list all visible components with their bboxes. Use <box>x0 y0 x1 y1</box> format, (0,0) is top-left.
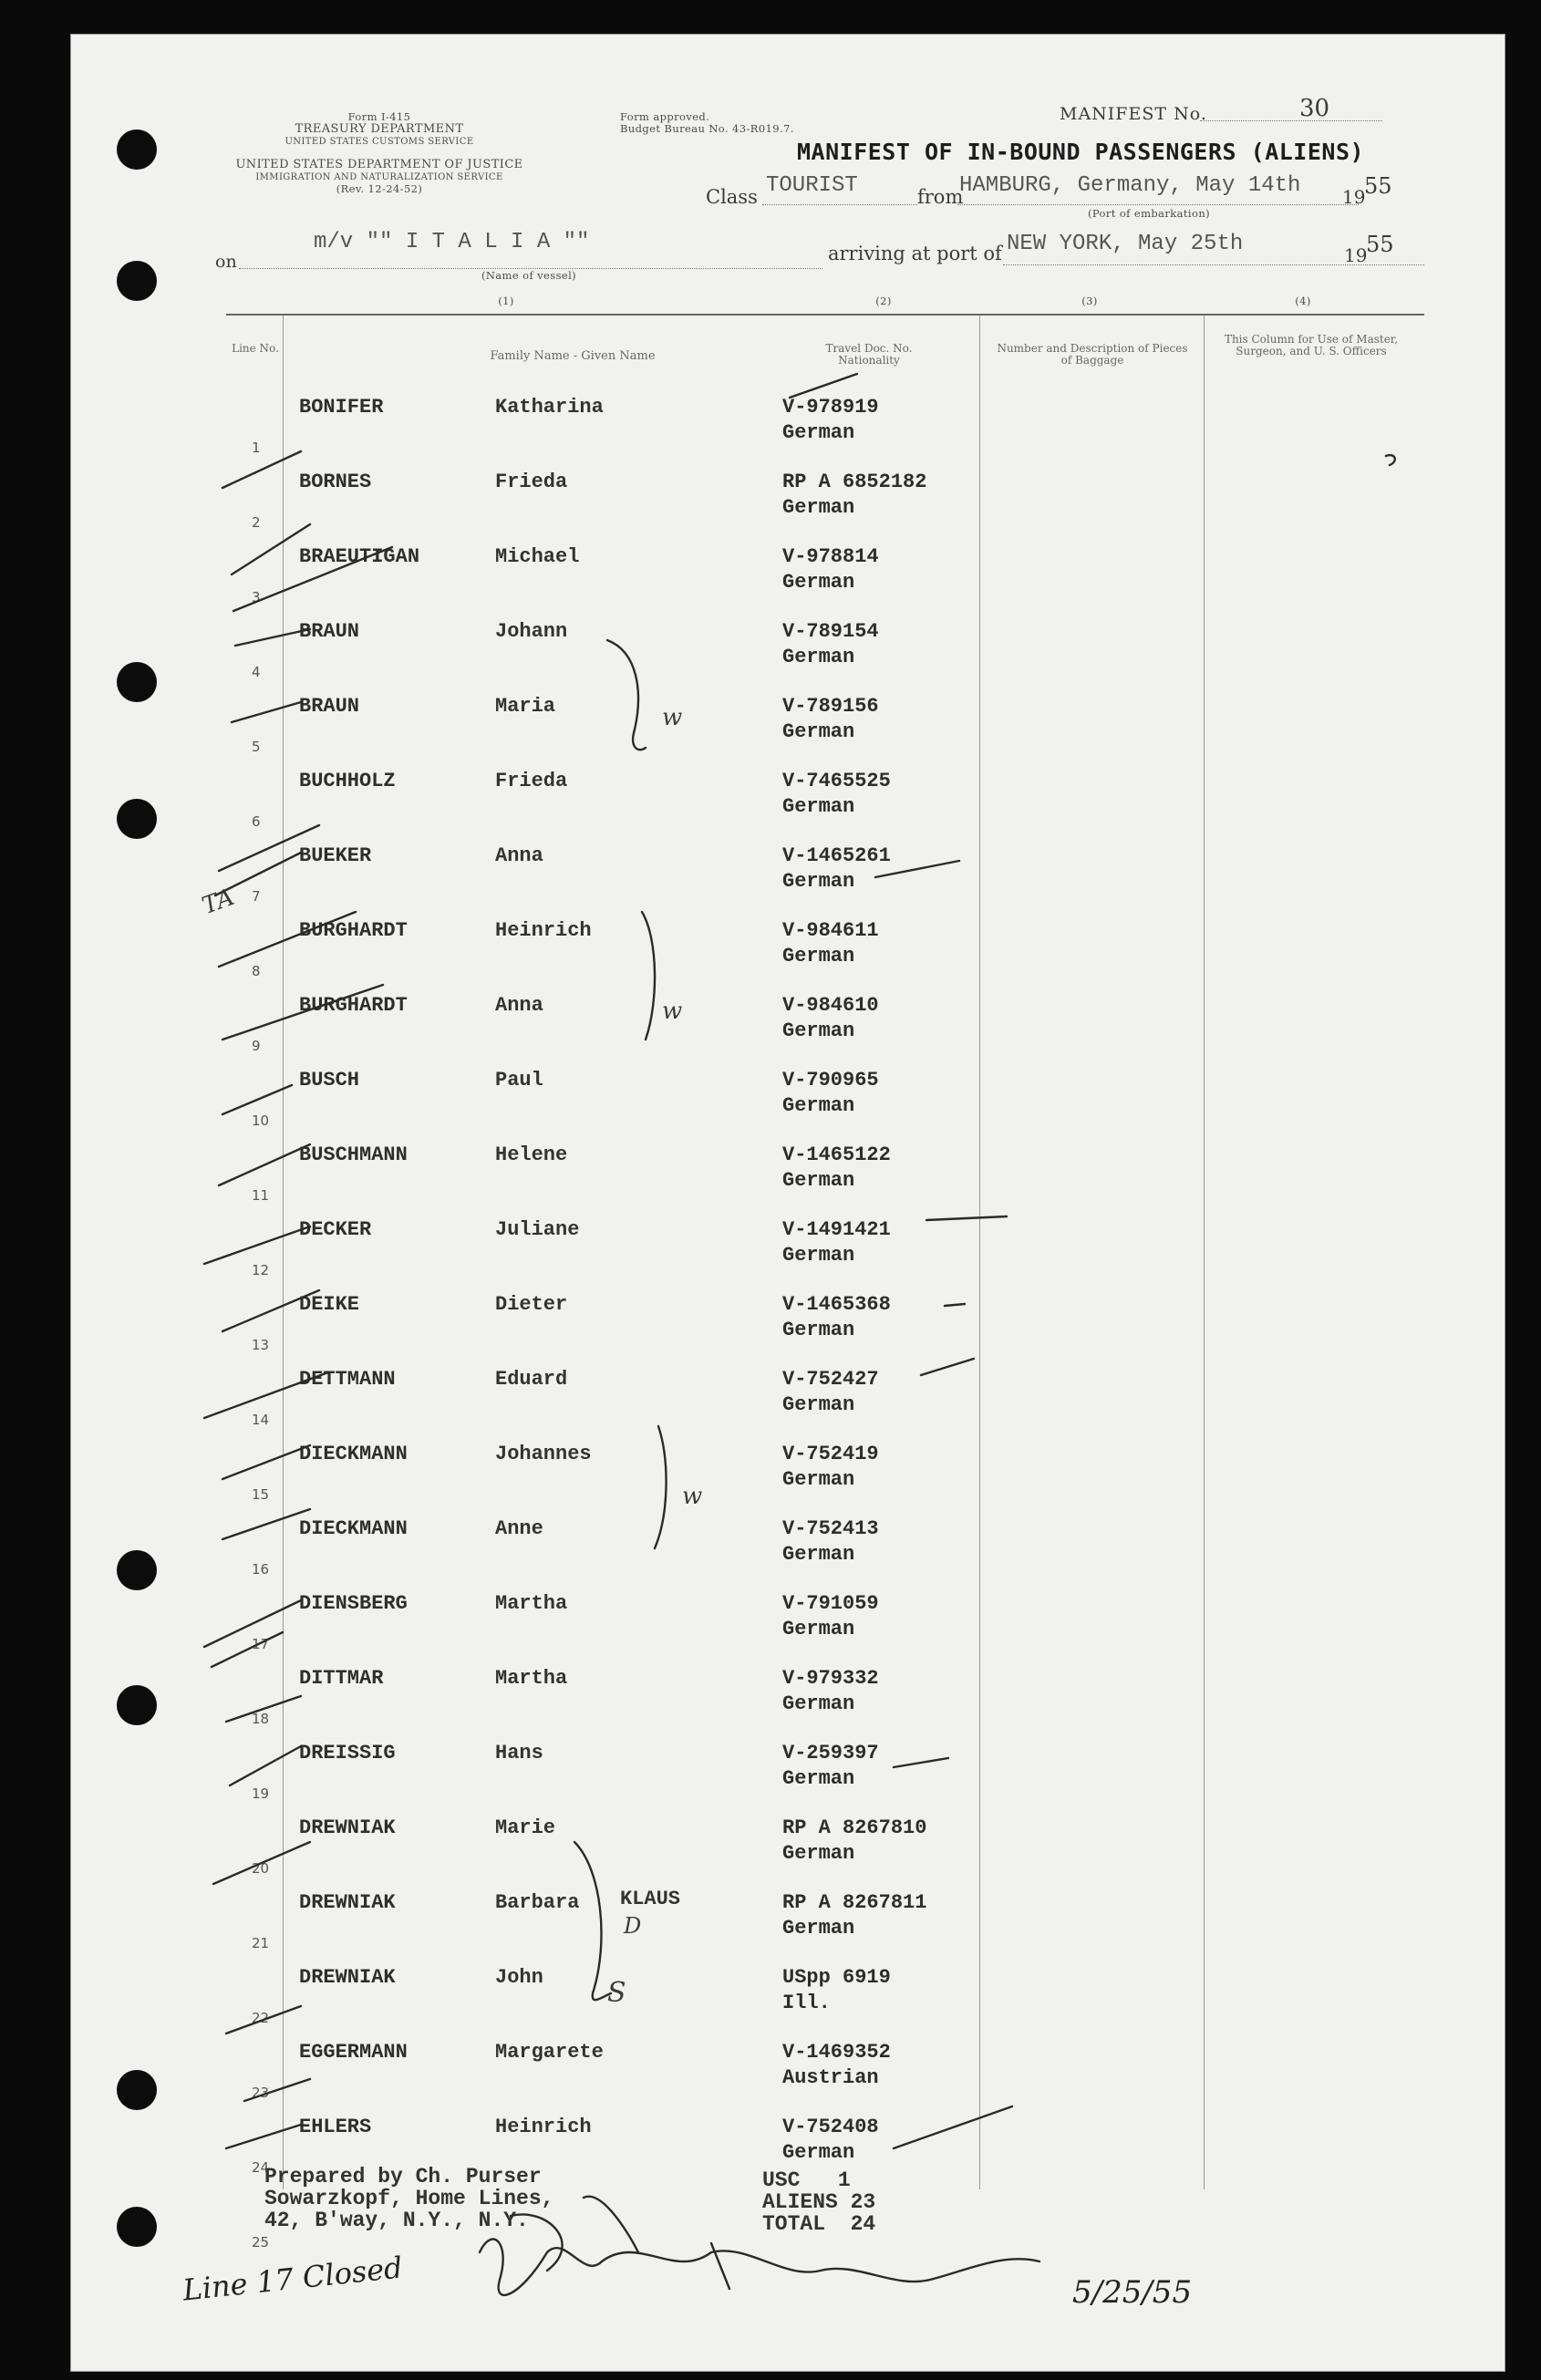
col-header-name: Family Name - Given Name <box>490 349 656 363</box>
s-mark: S <box>607 1977 626 2009</box>
family-name: BUSCH <box>299 1069 360 1092</box>
given-name: Margarete <box>495 2041 604 2064</box>
nationality: German <box>782 1019 855 1042</box>
budget-bureau: Budget Bureau No. 43-R019.7. <box>620 122 794 135</box>
family-name: DIECKMANN <box>299 1443 408 1465</box>
line-number: 19 <box>252 1785 270 1802</box>
col-num-1: (1) <box>498 295 514 307</box>
arriving-year-prefix: 19 <box>1344 244 1368 266</box>
travel-doc-number: V-978919 <box>782 396 879 419</box>
line-number: 25 <box>252 2234 270 2251</box>
nationality: German <box>782 720 855 743</box>
family-name: BONIFER <box>299 396 384 419</box>
nationality: German <box>782 1917 855 1940</box>
given-name: Anna <box>495 994 543 1017</box>
manifest-number-value: 30 <box>1299 95 1330 122</box>
travel-doc-number: V-752419 <box>782 1443 879 1465</box>
manifest-number-label: MANIFEST No. <box>1060 104 1207 124</box>
family-name: BUEKER <box>299 844 372 867</box>
family-name: BUSCHMANN <box>299 1143 408 1166</box>
travel-doc-number: V-1465261 <box>782 844 891 867</box>
travel-doc-number: V-259397 <box>782 1742 879 1764</box>
ins-service: IMMIGRATION AND NATURALIZATION SERVICE <box>255 172 503 182</box>
nationality: German <box>782 795 855 818</box>
travel-doc-number: RP A 8267811 <box>782 1891 927 1914</box>
nationality: German <box>782 1393 855 1416</box>
prepared-by-2: Sowarzkopf, Home Lines, <box>264 2187 554 2210</box>
travel-doc-number: V-752427 <box>782 1368 879 1391</box>
travel-doc-number: V-752408 <box>782 2116 879 2138</box>
col-num-4: (4) <box>1295 295 1311 307</box>
given-name: Eduard <box>495 1368 568 1391</box>
travel-doc-number: V-979332 <box>782 1667 879 1690</box>
family-name: BURGHARDT <box>299 919 408 942</box>
line-number: 11 <box>252 1187 270 1204</box>
family-name: BRAEUTIGAN <box>299 545 420 568</box>
klaus-annotation: KLAUS <box>620 1888 681 1910</box>
nationality: German <box>782 1094 855 1117</box>
wife-mark-burghardt: w <box>662 998 683 1025</box>
line-number: 14 <box>252 1412 270 1428</box>
nationality: Austrian <box>782 2066 879 2089</box>
given-name: Michael <box>495 545 580 568</box>
travel-doc-number: V-789154 <box>782 620 879 643</box>
nationality: German <box>782 1319 855 1341</box>
vessel-caption: (Name of vessel) <box>481 269 577 282</box>
nationality: German <box>782 496 855 519</box>
nationality: German <box>782 1543 855 1566</box>
nationality: German <box>782 870 855 893</box>
line-number: 24 <box>252 2159 270 2176</box>
justice-dept: UNITED STATES DEPARTMENT OF JUSTICE <box>235 158 523 171</box>
family-name: BUCHHOLZ <box>299 770 396 792</box>
family-name: DREWNIAK <box>299 1891 396 1914</box>
nationality: German <box>782 421 855 444</box>
nationality: German <box>782 945 855 968</box>
line-number: 2 <box>252 514 261 531</box>
family-name: DEIKE <box>299 1293 360 1316</box>
given-name: Juliane <box>495 1218 580 1241</box>
travel-doc-number: V-791059 <box>782 1592 879 1615</box>
given-name: Hans <box>495 1742 543 1764</box>
prepared-by-1: Prepared by Ch. Purser <box>264 2165 542 2189</box>
family-name: DIENSBERG <box>299 1592 408 1615</box>
given-name: Dieter <box>495 1293 568 1316</box>
given-name: Martha <box>495 1592 568 1615</box>
port-embark-caption: (Port of embarkation) <box>1087 207 1211 220</box>
line-number: 5 <box>252 739 261 755</box>
given-name: Johann <box>495 620 568 643</box>
family-name: DETTMANN <box>299 1368 396 1391</box>
class-value: TOURIST <box>766 173 858 198</box>
travel-doc-number: V-978814 <box>782 545 879 568</box>
nationality: German <box>782 646 855 668</box>
nationality: German <box>782 1618 855 1640</box>
d-mark: D <box>624 1913 642 1939</box>
family-name: EGGERMANN <box>299 2041 408 2064</box>
family-name: DITTMAR <box>299 1667 384 1690</box>
given-name: Helene <box>495 1143 568 1166</box>
line-number: 16 <box>252 1561 270 1578</box>
col-header-travel-doc: Travel Doc. No. Nationality <box>825 342 913 367</box>
line-number: 4 <box>252 664 261 680</box>
nationality: German <box>782 1842 855 1865</box>
total-count: TOTAL 24 <box>762 2212 876 2236</box>
line-number: 1 <box>252 440 261 456</box>
col-num-3: (3) <box>1081 295 1098 307</box>
treasury-dept: TREASURY DEPARTMENT <box>295 122 464 136</box>
ta-mark: TA <box>198 883 238 921</box>
line-number: 3 <box>252 589 261 605</box>
travel-doc-number: V-1465122 <box>782 1143 891 1166</box>
nationality: Ill. <box>782 1992 831 2014</box>
given-name: Martha <box>495 1667 568 1690</box>
given-name: Anne <box>495 1517 543 1540</box>
wife-mark-braun: w <box>662 704 683 731</box>
handwritten-line-closed: Line 17 Closed <box>181 2250 405 2308</box>
vessel-value: m/v "" I T A L I A "" <box>314 230 590 254</box>
nationality: German <box>782 1468 855 1491</box>
family-name: DIECKMANN <box>299 1517 408 1540</box>
line-number: 21 <box>252 1935 270 1951</box>
line-number: 22 <box>252 2010 270 2026</box>
travel-doc-number: V-984610 <box>782 994 879 1017</box>
travel-doc-number: V-789156 <box>782 695 879 718</box>
on-label: on <box>215 252 237 272</box>
col-header-officers: This Column for Use of Master, Surgeon, and U. S. Officers <box>1224 333 1399 357</box>
given-name: Katharina <box>495 396 604 419</box>
line-number: 17 <box>252 1636 270 1652</box>
customs-service: UNITED STATES CUSTOMS SERVICE <box>284 137 474 147</box>
aliens-count: ALIENS 23 <box>762 2190 876 2214</box>
revision: (Rev. 12-24-52) <box>336 182 423 195</box>
col-num-2: (2) <box>875 295 892 307</box>
given-name: Heinrich <box>495 919 592 942</box>
line-number: 23 <box>252 2085 270 2101</box>
line-number: 18 <box>252 1711 270 1727</box>
page-title: MANIFEST OF IN-BOUND PASSENGERS (ALIENS) <box>797 139 1365 165</box>
family-name: DECKER <box>299 1218 372 1241</box>
form-approved: Form approved. <box>620 110 710 123</box>
travel-doc-number: V-7465525 <box>782 770 891 792</box>
given-name: Maria <box>495 695 556 718</box>
line-number: 10 <box>252 1112 270 1129</box>
line-number: 8 <box>252 963 261 979</box>
arriving-year-value: 55 <box>1366 232 1394 257</box>
class-label: Class <box>706 186 758 208</box>
family-name: DREWNIAK <box>299 1816 396 1839</box>
arriving-label: arriving at port of <box>828 243 1002 264</box>
arriving-value: NEW YORK, May 25th <box>1007 232 1244 256</box>
family-name: BURGHARDT <box>299 994 408 1017</box>
travel-doc-number: RP A 8267810 <box>782 1816 927 1839</box>
travel-doc-number: RP A 6852182 <box>782 471 927 493</box>
col-header-line: Line No. <box>232 342 279 355</box>
family-name: BORNES <box>299 471 372 493</box>
travel-doc-number: V-1465368 <box>782 1293 891 1316</box>
travel-doc-number: V-1491421 <box>782 1218 891 1241</box>
given-name: Marie <box>495 1816 556 1839</box>
line-number: 15 <box>252 1486 270 1503</box>
wife-mark-dieckmann: w <box>682 1483 703 1510</box>
nationality: German <box>782 1169 855 1192</box>
given-name: John <box>495 1966 543 1989</box>
col-header-baggage: Number and Description of Pieces of Baggage <box>997 342 1188 367</box>
line-number: 6 <box>252 813 261 830</box>
travel-doc-number: V-752413 <box>782 1517 879 1540</box>
given-name: Paul <box>495 1069 543 1092</box>
family-name: DREISSIG <box>299 1742 396 1764</box>
from-year-value: 55 <box>1364 173 1392 199</box>
nationality: German <box>782 2141 855 2164</box>
travel-doc-number: V-984611 <box>782 919 879 942</box>
given-name: Heinrich <box>495 2116 592 2138</box>
from-label: from <box>917 186 964 208</box>
line-number: 13 <box>252 1337 270 1353</box>
travel-doc-number: V-790965 <box>782 1069 879 1092</box>
given-name: Frieda <box>495 471 568 493</box>
travel-doc-number: V-1469352 <box>782 2041 891 2064</box>
travel-doc-number: USpp 6919 <box>782 1966 891 1989</box>
nationality: German <box>782 1767 855 1790</box>
family-name: BRAUN <box>299 695 360 718</box>
given-name: Barbara <box>495 1891 580 1914</box>
nationality: German <box>782 571 855 594</box>
handwritten-date: 5/25/55 <box>1072 2274 1193 2311</box>
given-name: Johannes <box>495 1443 592 1465</box>
prepared-by-3: 42, B'way, N.Y., N.Y. <box>264 2209 529 2232</box>
given-name: Anna <box>495 844 543 867</box>
usc-count: USC 1 <box>762 2168 851 2192</box>
line-number: 20 <box>252 1860 270 1877</box>
family-name: BRAUN <box>299 620 360 643</box>
line-number: 12 <box>252 1262 270 1278</box>
family-name: DREWNIAK <box>299 1966 396 1989</box>
line-number: 9 <box>252 1038 261 1054</box>
given-name: Frieda <box>495 770 568 792</box>
nationality: German <box>782 1244 855 1267</box>
from-value: HAMBURG, Germany, May 14th <box>959 173 1301 198</box>
nationality: German <box>782 1692 855 1715</box>
family-name: EHLERS <box>299 2116 372 2138</box>
from-year-prefix: 19 <box>1342 186 1366 208</box>
form-number: Form I-415 <box>347 110 411 123</box>
line-number: 7 <box>252 888 261 905</box>
